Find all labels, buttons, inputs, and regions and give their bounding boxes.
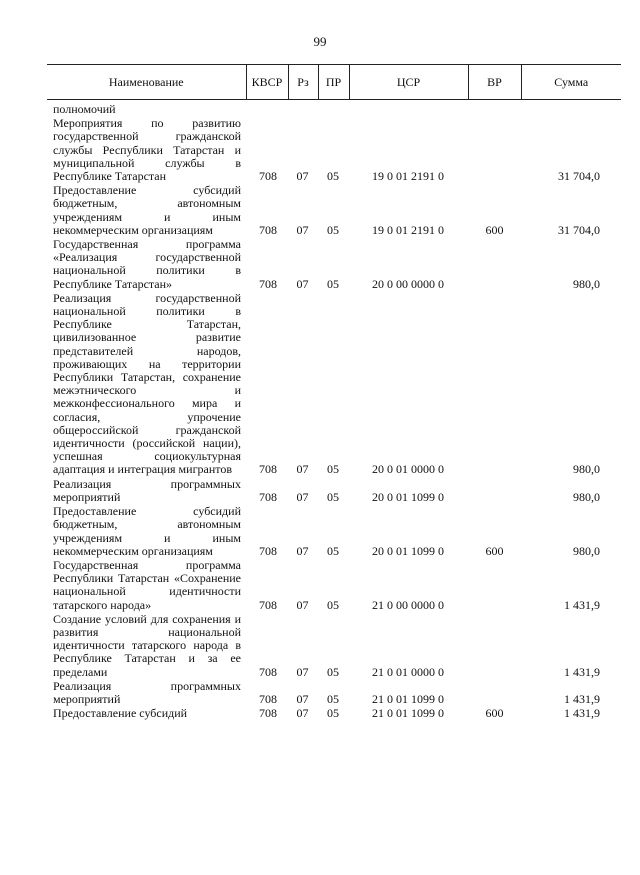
cell-name: Мероприятия по развитию государственной гражданской службы Республики Татарстан и муниципальной службы в Республике Татарстан (53, 116, 241, 184)
cell-kvsr: 708 (259, 543, 277, 558)
cell-pr: 05 (327, 691, 339, 706)
cell-pr: 05 (327, 543, 339, 558)
cell-name: полномочий (53, 102, 116, 116)
cell-pr: 05 (327, 597, 339, 612)
cell-kvsr: 708 (259, 664, 277, 679)
cell-sum: 31 704,0 (558, 169, 600, 184)
cell-rz: 07 (296, 489, 309, 504)
cell-name: Предоставление субсидий (53, 706, 188, 721)
cell-kvsr: 708 (259, 597, 277, 612)
cell-name: Предоставление субсидий бюджетным, автономным учреждениям и иным некоммерческим организациям (53, 504, 241, 558)
cell-vr (468, 679, 521, 706)
cell-vr (468, 477, 521, 504)
cell-csr: 19 0 01 2191 0 (372, 222, 444, 237)
cell-pr: 05 (327, 276, 339, 291)
cell-pr: 05 (327, 489, 339, 504)
cell-kvsr: 708 (259, 489, 277, 504)
cell-rz: 07 (296, 276, 309, 291)
column-header-pr: ПР (318, 65, 349, 100)
table-row (53, 237, 600, 291)
table-row (53, 504, 600, 558)
cell-name: Создание условий для сохранения и развития национальной идентичности татарского народа в Республике Татарстан и за ее пределами (53, 611, 241, 679)
column-header-name: Наименование (47, 65, 246, 100)
cell-csr: 21 0 01 1099 0 (372, 706, 444, 721)
cell-vr (468, 116, 521, 183)
cell-rz: 07 (296, 664, 309, 679)
cell-sum: 980,0 (573, 543, 600, 558)
table-row (53, 116, 600, 183)
cell-vr (468, 237, 521, 291)
cell-csr: 20 0 01 0000 0 (372, 462, 444, 477)
cell-name: Предоставление субсидий бюджетным, автономным учреждениям и иным некоммерческим организациям (53, 183, 241, 237)
cell-rz (287, 103, 318, 116)
cell-pr: 05 (327, 462, 339, 477)
table-row (53, 183, 600, 237)
budget-table (53, 103, 600, 720)
cell-csr: 21 0 01 0000 0 (372, 664, 444, 679)
column-header-vr: ВР (468, 65, 521, 100)
cell-vr (468, 291, 521, 477)
cell-vr (468, 103, 521, 116)
cell-rz: 07 (296, 706, 309, 721)
table-row (53, 291, 600, 477)
cell-kvsr: 708 (259, 691, 277, 706)
cell-csr: 21 0 00 0000 0 (372, 597, 444, 612)
cell-sum: 31 704,0 (558, 222, 600, 237)
cell-vr: 600 (485, 706, 504, 721)
cell-pr: 05 (327, 706, 339, 721)
page-number: 99 (313, 34, 327, 49)
cell-sum: 1 431,9 (564, 691, 600, 706)
cell-pr: 05 (327, 664, 339, 679)
cell-name: Реализация программных мероприятий (53, 476, 241, 504)
cell-sum: 1 431,9 (564, 706, 600, 721)
table-body (53, 103, 600, 720)
cell-sum: 980,0 (573, 462, 600, 477)
cell-sum: 980,0 (573, 276, 600, 291)
cell-csr: 20 0 01 1099 0 (372, 489, 444, 504)
cell-name: Реализация программных мероприятий (53, 678, 241, 706)
table-row (53, 558, 600, 612)
cell-pr (318, 103, 348, 116)
table-row (53, 706, 600, 720)
table-row (53, 477, 600, 504)
cell-name: Государственная программа «Реализация государственной национальной политики в Республике Татарстан» (53, 237, 241, 291)
table-row (53, 612, 600, 679)
cell-name: Государственная программа Республики Татарстан «Сохранение национальной идентичности татарского народа» (53, 557, 241, 612)
cell-kvsr: 708 (259, 276, 277, 291)
table-row (53, 679, 600, 706)
cell-csr: 19 0 01 2191 0 (372, 169, 444, 184)
cell-sum (521, 103, 600, 116)
cell-rz: 07 (296, 597, 309, 612)
cell-vr (468, 558, 521, 612)
cell-vr (468, 612, 521, 679)
cell-csr: 21 0 01 1099 0 (372, 691, 444, 706)
cell-rz: 07 (296, 691, 309, 706)
column-header-rz: Рз (288, 65, 318, 100)
cell-rz: 07 (296, 462, 309, 477)
column-header-kvsr: КВСР (246, 65, 288, 100)
cell-csr: 20 0 00 0000 0 (372, 276, 444, 291)
cell-kvsr: 708 (259, 169, 277, 184)
cell-rz: 07 (296, 169, 309, 184)
cell-vr: 600 (485, 543, 504, 558)
cell-csr: 20 0 01 1099 0 (372, 543, 444, 558)
cell-sum: 980,0 (573, 489, 600, 504)
cell-kvsr: 708 (259, 222, 277, 237)
cell-csr (348, 103, 468, 116)
cell-rz: 07 (296, 543, 309, 558)
cell-name: Реализация государственной национальной политики в Республике Татарстан, цивилизованное развитие представителей народов, проживающих на территории Республики Татарстан, сохранение межэтнического и межконфессионального мира и согласия, упрочение общероссийской гражданской идентичности (российской нации), успешная социокультурная адаптация и интеграция мигрантов (53, 290, 241, 477)
cell-vr: 600 (485, 222, 504, 237)
column-header-sum: Сумма (521, 65, 621, 100)
table-row (53, 103, 600, 116)
cell-pr: 05 (327, 222, 339, 237)
table-header (47, 64, 621, 100)
cell-kvsr: 708 (259, 706, 277, 721)
cell-kvsr: 708 (259, 462, 277, 477)
cell-sum: 1 431,9 (564, 597, 600, 612)
cell-sum: 1 431,9 (564, 664, 600, 679)
cell-pr: 05 (327, 169, 339, 184)
column-header-csr: ЦСР (349, 65, 468, 100)
cell-kvsr (249, 103, 287, 116)
cell-rz: 07 (296, 222, 309, 237)
